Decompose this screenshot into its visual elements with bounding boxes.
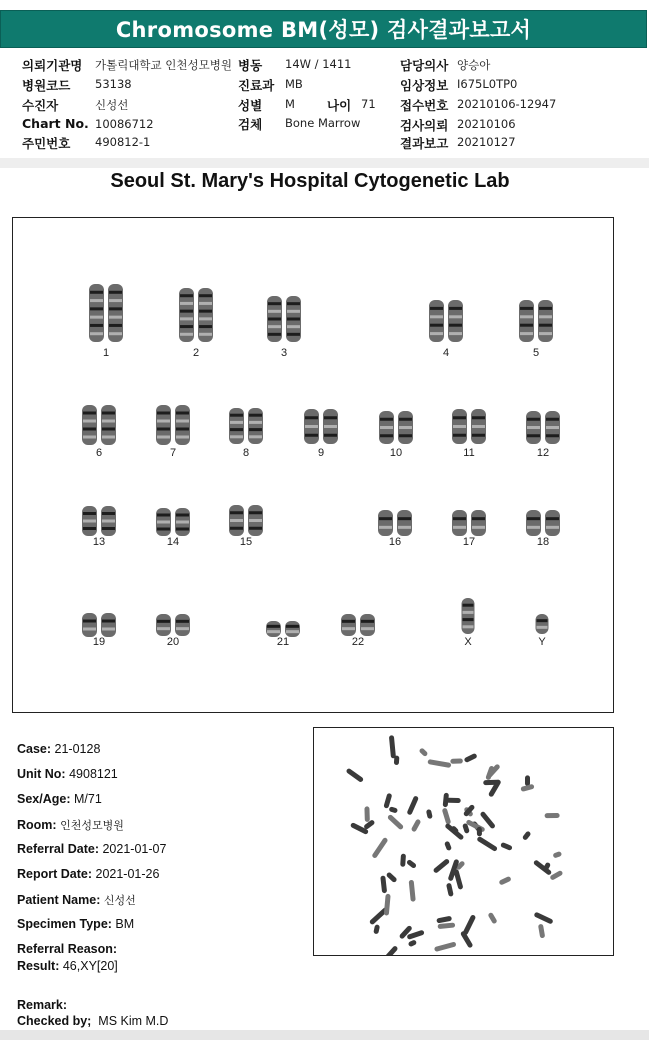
metaphase-image	[313, 727, 614, 956]
chromosome-pair-19	[81, 613, 117, 637]
chromosome-label-9: 9	[317, 447, 325, 459]
chromosome-label-4: 4	[442, 347, 450, 359]
chromosome-pair-11	[451, 409, 487, 444]
field-specimen-type: Specimen Type: BM	[17, 917, 135, 931]
value-referral-date: 2021-01-07	[102, 842, 167, 856]
value-patient-name: 신성선	[103, 895, 136, 907]
field-report-date: Report Date: 2021-01-26	[17, 867, 160, 881]
value-department: MB	[285, 77, 303, 91]
label-specimen: 검체	[238, 117, 263, 132]
chromosome-pair-4	[428, 300, 464, 342]
chromosome-label-13: 13	[92, 536, 106, 548]
chromosome-pair-9	[303, 409, 339, 444]
chromosome-pair-13	[81, 506, 117, 536]
value-result-date: 20210127	[457, 135, 516, 149]
chromosome-pair-16	[377, 510, 413, 536]
value-accession: 20210106-12947	[457, 97, 557, 111]
field-referral-date: Referral Date: 2021-01-07	[17, 842, 167, 856]
karyogram-panel	[12, 217, 614, 713]
chromosome-label-1: 1	[102, 347, 110, 359]
field-remark: Remark:	[17, 998, 68, 1012]
value-unit-no: 4908121	[69, 767, 118, 781]
field-sex-age: Sex/Age: M/71	[17, 792, 102, 806]
section-divider	[0, 158, 649, 168]
label-hospital-code: 병원코드	[22, 78, 71, 93]
lab-title: Seoul St. Mary's Hospital Cytogenetic Lab	[110, 170, 510, 192]
chromosome-label-22: 22	[351, 636, 365, 648]
field-result: Result: 46,XY[20]	[17, 959, 118, 973]
value-checked-by: MS Kim M.D	[98, 1014, 169, 1028]
chromosome-label-11: 11	[463, 447, 475, 459]
field-case: Case: 21-0128	[17, 742, 101, 756]
label-clinical-info: 임상정보	[400, 78, 449, 93]
value-report-date: 2021-01-26	[95, 867, 160, 881]
report-title: Chromosome BM(성모) 검사결과보고서	[115, 18, 532, 42]
chromosome-pair-14	[155, 508, 191, 536]
chromosome-label-8: 8	[242, 447, 250, 459]
chromosome-pair-5	[518, 300, 554, 342]
chromosome-pair-6	[81, 405, 117, 445]
value-sex-age: M/71	[73, 792, 102, 806]
value-resident-no: 490812-1	[95, 135, 151, 149]
label-accession: 접수번호	[400, 98, 449, 113]
chromosome-label-12: 12	[536, 447, 550, 459]
chromosome-label-7: 7	[169, 447, 177, 459]
value-specimen: Bone Marrow	[285, 116, 361, 130]
chromosome-label-6: 6	[95, 447, 103, 459]
value-ward: 14W / 1411	[285, 57, 352, 71]
chromosome-pair-20	[155, 614, 191, 636]
label-ward: 병동	[238, 58, 263, 73]
value-chart-no: 10086712	[95, 117, 154, 131]
chromosome-label-14: 14	[166, 536, 180, 548]
value-request-date: 20210106	[457, 117, 516, 131]
chromosome-label-Y: Y	[538, 636, 546, 648]
value-result: 46,XY[20]	[62, 959, 118, 973]
label-age: 나이	[327, 98, 352, 113]
chromosome-label-X: X	[464, 636, 472, 648]
chromosome-pair-15	[228, 505, 264, 536]
value-physician: 양승아	[457, 58, 491, 72]
field-room: Room: 인천성모병원	[17, 818, 124, 832]
chromosome-label-21: 21	[276, 636, 290, 648]
metaphase-spread	[314, 728, 613, 955]
label-chart-no: Chart No.	[22, 116, 89, 131]
chromosome-pair-3	[266, 296, 302, 342]
chromosome-pair-1	[88, 284, 124, 342]
label-patient: 수진자	[22, 98, 59, 113]
value-clinical-info: I675L0TP0	[457, 77, 518, 91]
chromosome-pair-18	[525, 510, 561, 536]
chromosome-pair-22	[340, 614, 376, 636]
patient-header	[0, 54, 649, 154]
chromosome-pair-8	[228, 408, 264, 444]
chromosome-pair-21	[265, 621, 301, 637]
field-checked-by: Checked by; MS Kim M.D	[17, 1014, 169, 1028]
chromosome-label-19: 19	[92, 636, 106, 648]
label-request-date: 검사의뢰	[400, 118, 449, 133]
label-sex: 성별	[238, 98, 263, 113]
chromosome-pair-10	[378, 411, 414, 444]
chromosome-label-3: 3	[280, 347, 288, 359]
value-sex: M	[285, 97, 295, 111]
field-unit-no: Unit No: 4908121	[17, 767, 118, 781]
label-physician: 담당의사	[400, 58, 449, 73]
field-referral-reason: Referral Reason:	[17, 942, 118, 956]
report-banner	[0, 10, 647, 48]
chromosome-pair-X	[461, 598, 475, 634]
chromosome-pair-17	[451, 510, 487, 536]
chromosome-label-10: 10	[389, 447, 403, 459]
label-result-date: 결과보고	[400, 136, 449, 151]
chromosome-pair-2	[178, 288, 214, 342]
value-room: 인천성모병원	[60, 820, 124, 832]
value-age: 71	[361, 97, 376, 111]
chromosome-label-17: 17	[462, 536, 476, 548]
value-hospital-code: 53138	[95, 77, 132, 91]
label-department: 진료과	[238, 78, 275, 93]
chromosome-label-18: 18	[536, 536, 550, 548]
chromosome-pair-7	[155, 405, 191, 445]
chromosome-label-16: 16	[388, 536, 402, 548]
chromosome-label-15: 15	[239, 536, 253, 548]
chromosome-label-5: 5	[532, 347, 540, 359]
label-resident-no: 주민번호	[22, 136, 71, 151]
chromosome-label-20: 20	[166, 636, 180, 648]
value-institution: 가톨릭대학교 인천성모병원	[95, 58, 232, 72]
chromosome-pair-Y	[535, 614, 549, 634]
value-patient: 신성선	[95, 98, 129, 112]
chromosome-label-2: 2	[192, 347, 200, 359]
label-institution: 의뢰기관명	[22, 58, 83, 73]
chromosome-pair-12	[525, 411, 561, 444]
value-specimen-type: BM	[115, 917, 135, 931]
value-case: 21-0128	[54, 742, 101, 756]
field-patient-name: Patient Name: 신성선	[17, 893, 136, 907]
bottom-bar	[0, 1030, 649, 1040]
